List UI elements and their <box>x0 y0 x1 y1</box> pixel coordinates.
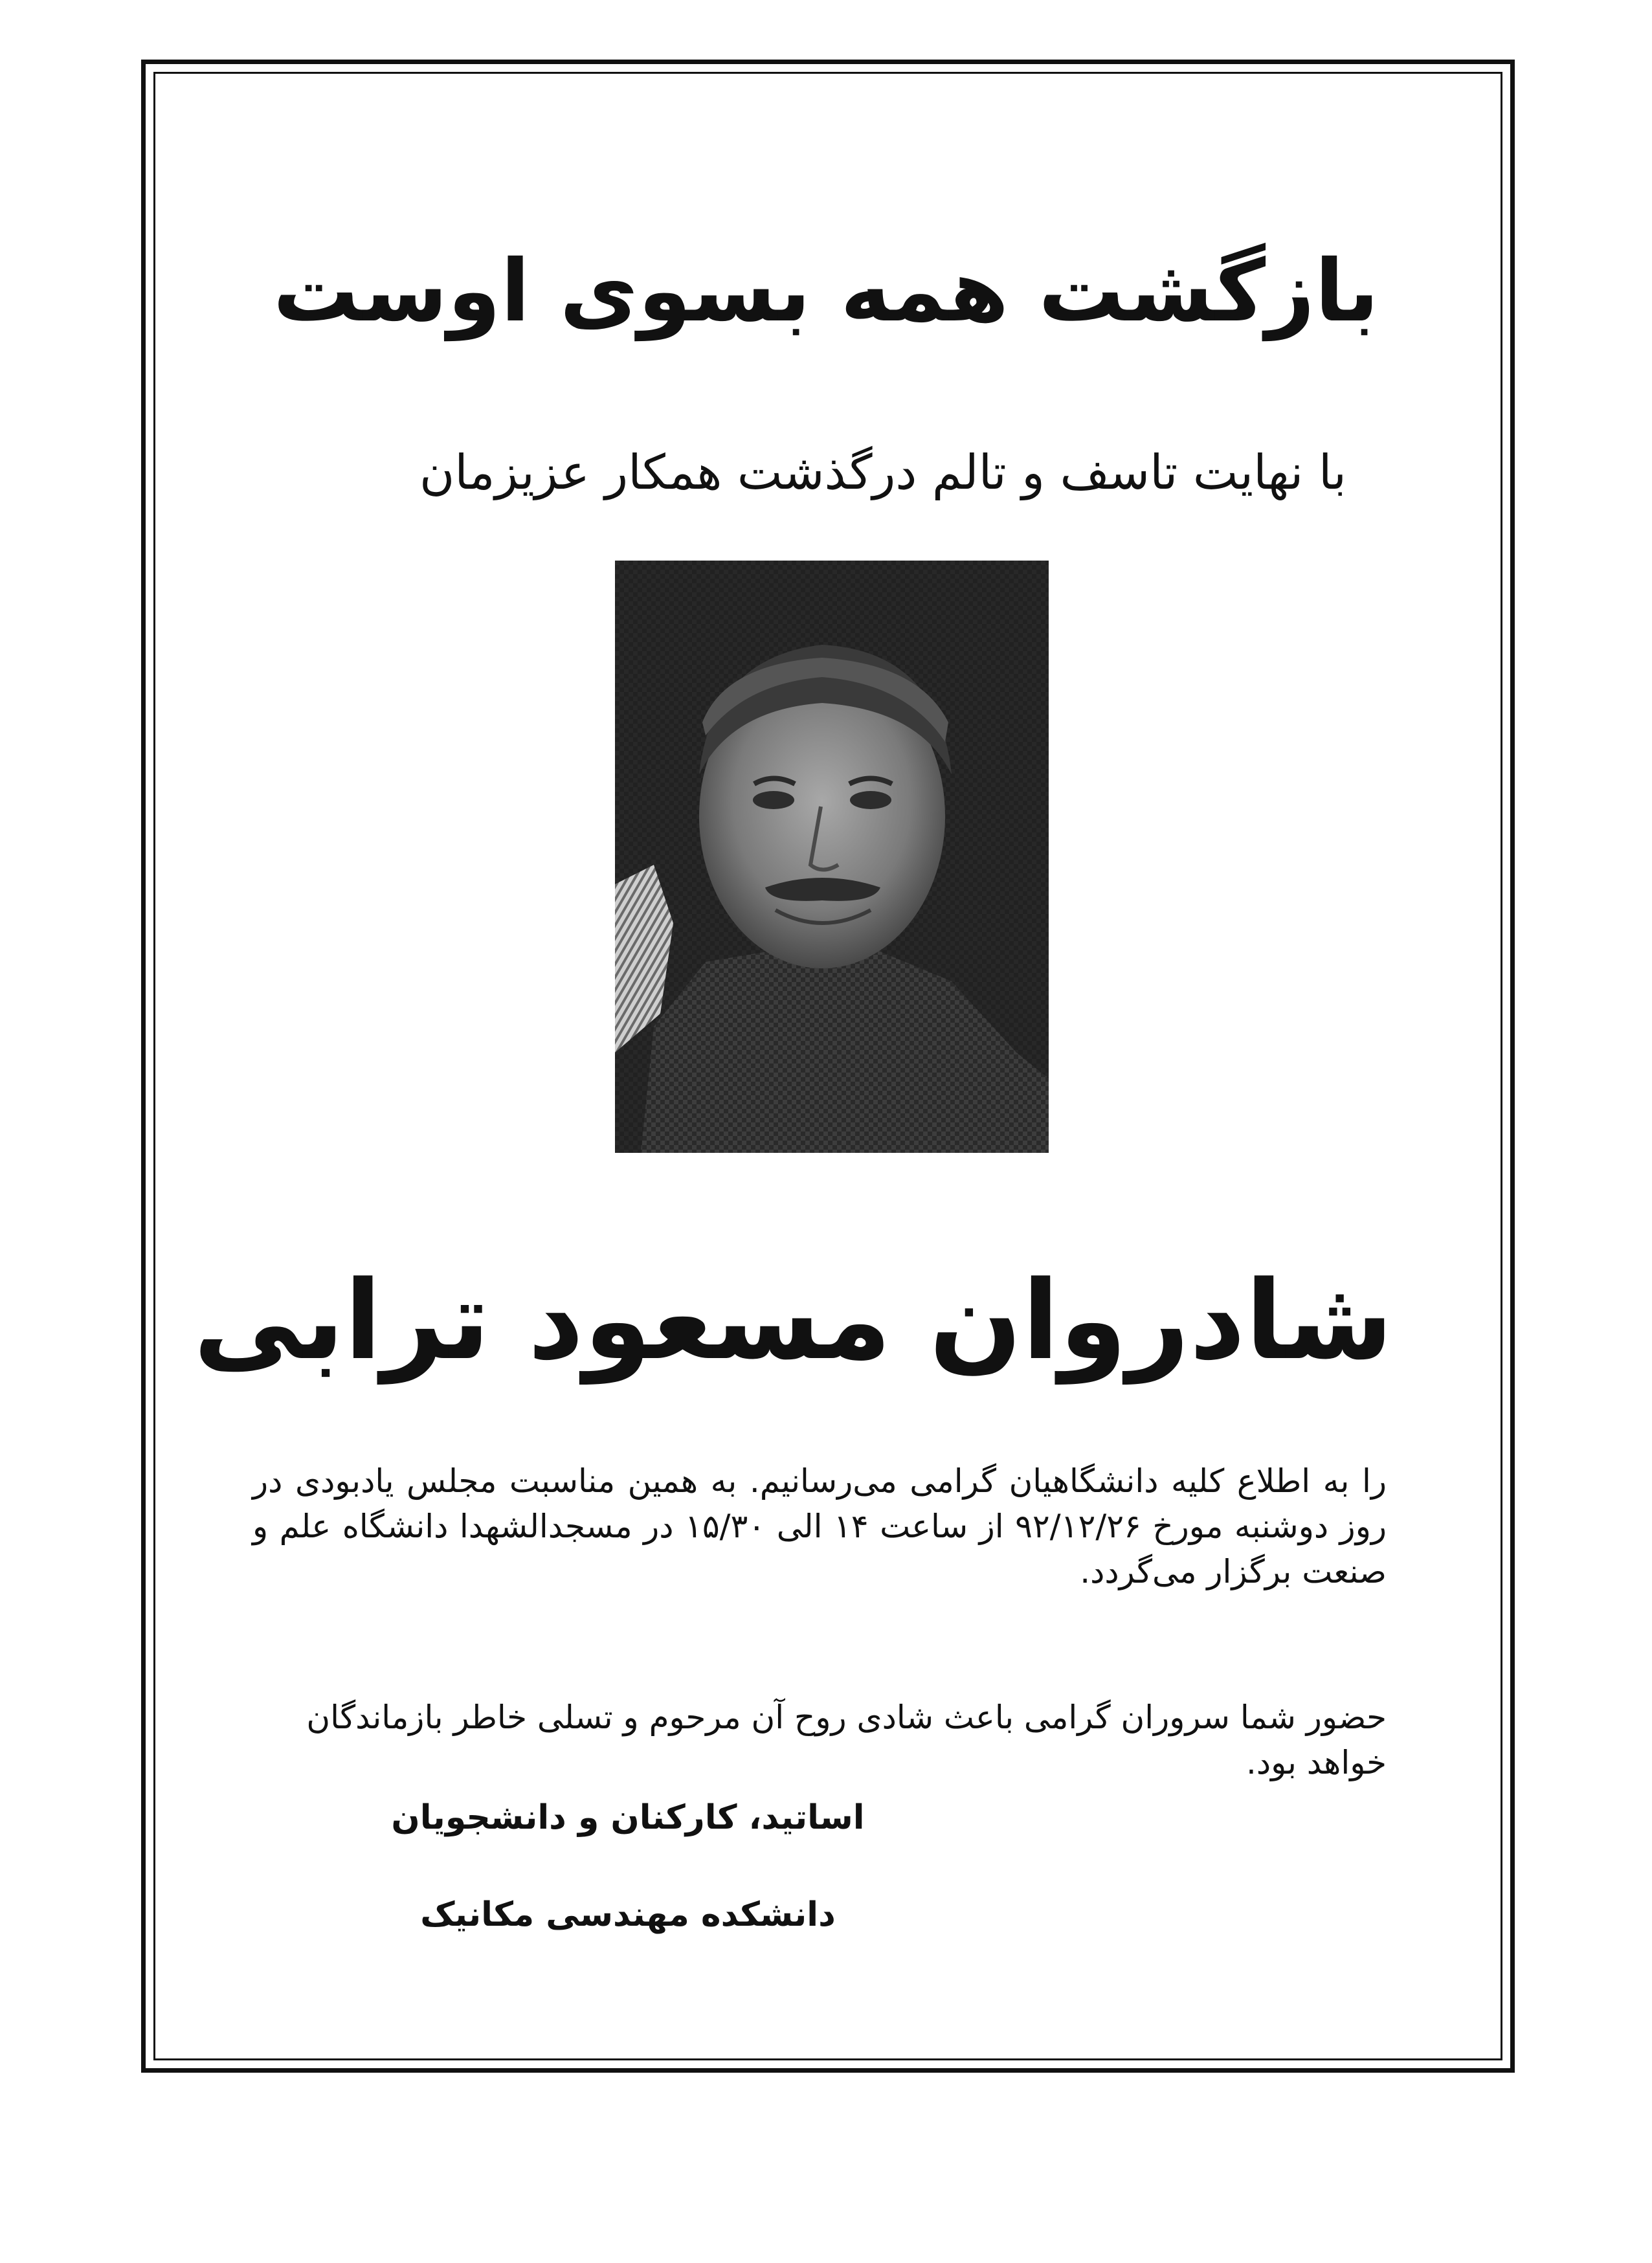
portrait-photo <box>615 561 1049 1153</box>
condolence-paragraph: حضور شما سروران گرامی باعث شادی روح آن مرحوم و تسلی خاطر بازماندگان خواهد بود. <box>306 1699 1387 1781</box>
notice-heading: بازگشت همه بسوی اوست <box>273 241 1379 341</box>
notice-subheading: با نهایت تاسف و تالم درگذشت همکار عزیزمان <box>419 445 1346 500</box>
signature-line: اساتید، کارکنان و دانشجویان <box>391 1798 865 1837</box>
announcement-paragraph: را به اطلاع کلیه دانشگاهیان گرامی می‌رسانیم. به همین مناسبت مجلس یادبودی در روز دوشنبه مورخ ۹۲/۱۲/۲۶ از ساعت ۱۴ الی ۱۵/۳۰ در مسجدالشهدا دانشگاه علم و صنعت برگزار می‌گردد. <box>252 1462 1387 1590</box>
deceased-name: شادروان مسعود ترابی <box>193 1257 1393 1384</box>
portrait-image <box>615 561 1049 1153</box>
faculty-name: دانشکده مهندسی مکانیک <box>420 1895 836 1934</box>
